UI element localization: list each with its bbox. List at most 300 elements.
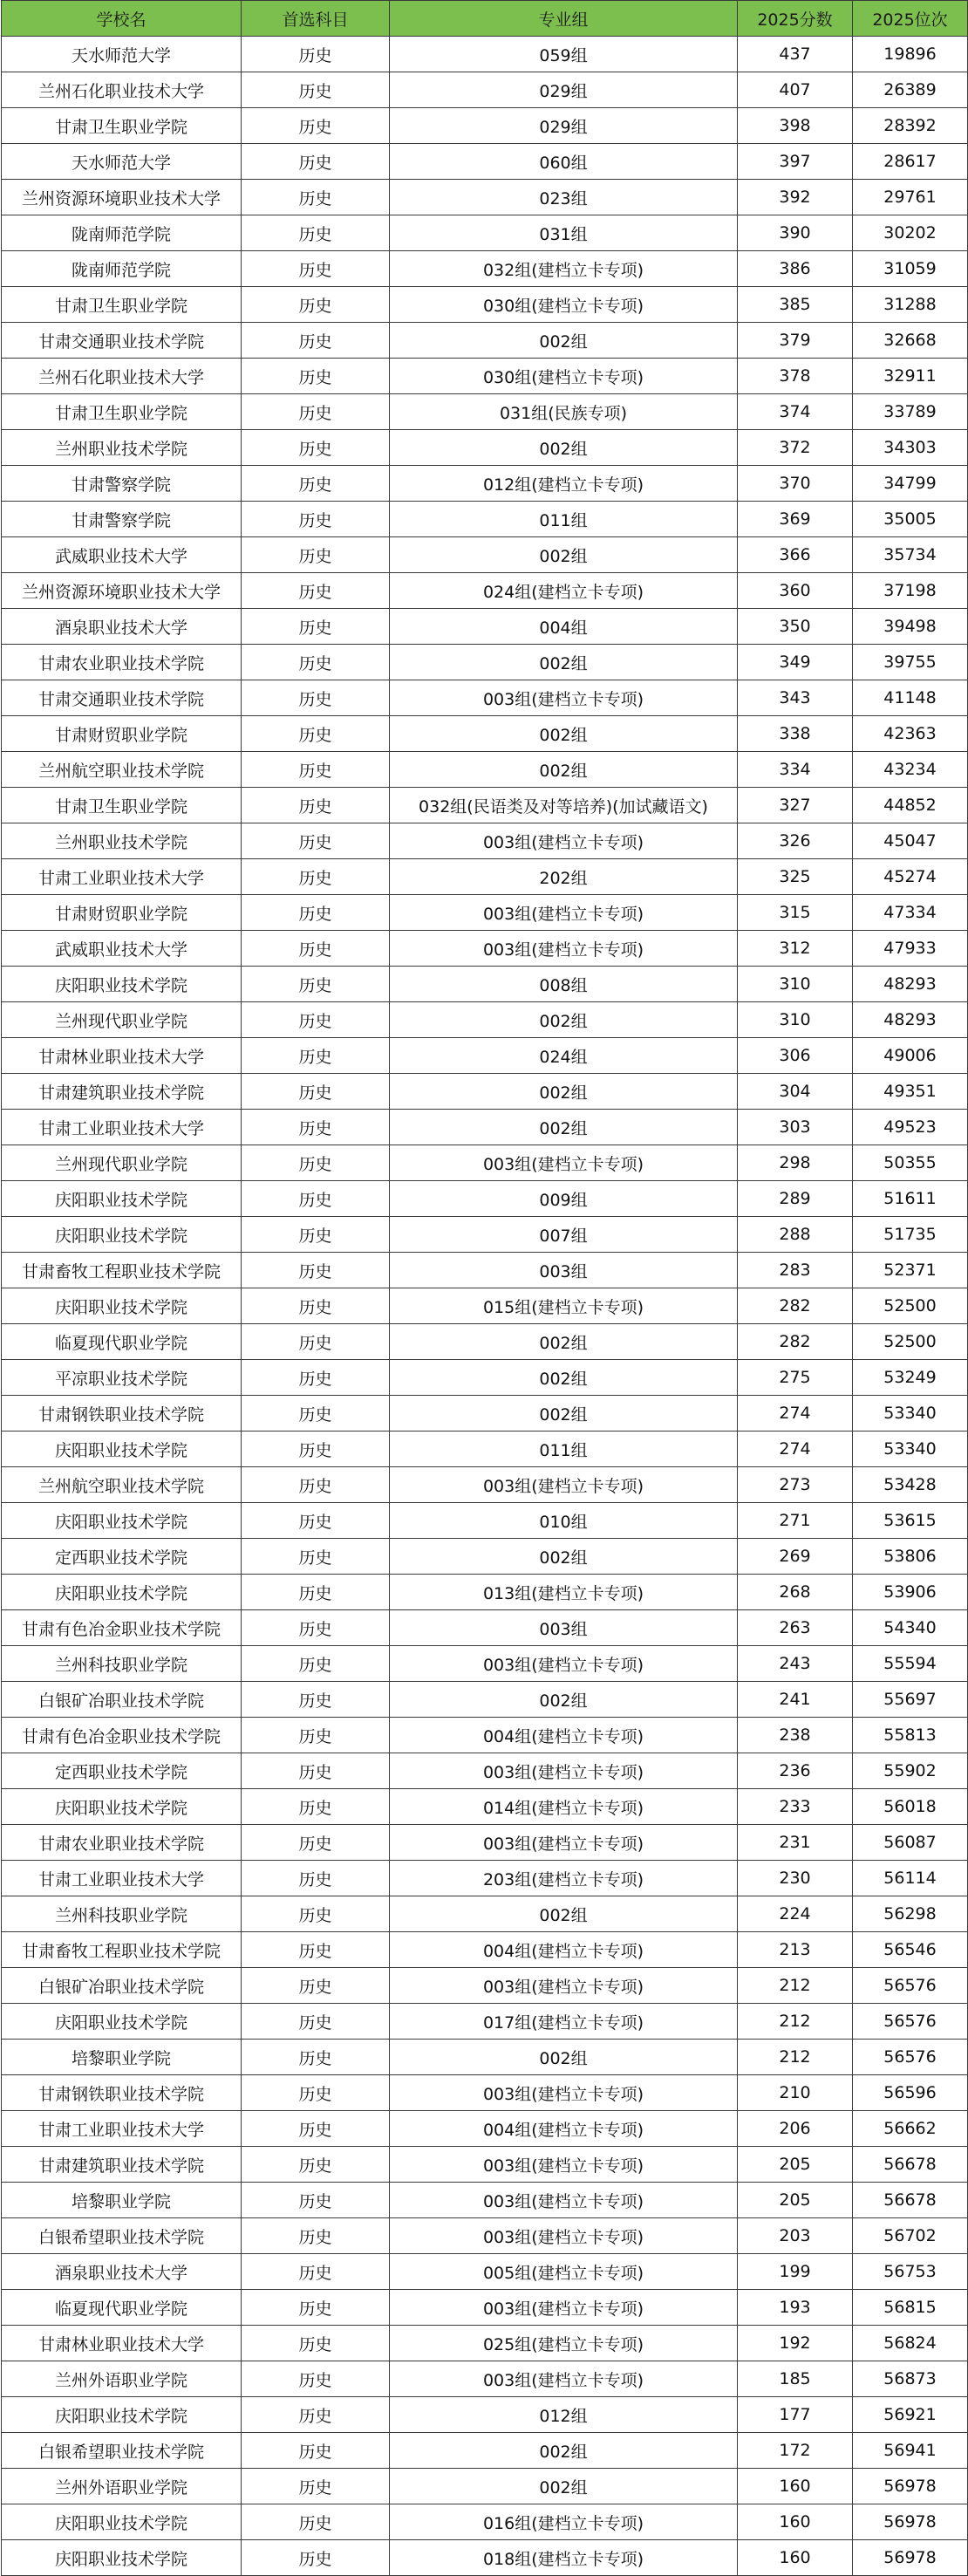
major-group-cell: 016组(建档立卡专项) <box>390 2504 738 2540</box>
subject-cell: 历史 <box>242 2504 390 2540</box>
subject-cell: 历史 <box>242 1682 390 1718</box>
score-cell: 310 <box>738 1002 853 1038</box>
subject-cell: 历史 <box>242 1145 390 1181</box>
subject-cell: 历史 <box>242 466 390 502</box>
subject-cell: 历史 <box>242 1932 390 1968</box>
table-row <box>2 1431 968 1467</box>
major-group-cell: 002组 <box>390 2040 738 2075</box>
major-group-cell: 018组(建档立卡专项) <box>390 2540 738 2576</box>
table-row <box>2 2111 968 2147</box>
rank-cell: 53249 <box>853 1360 968 1396</box>
school-cell: 甘肃财贸职业学院 <box>2 895 242 931</box>
table-row <box>2 895 968 931</box>
score-cell: 273 <box>738 1467 853 1503</box>
score-cell: 224 <box>738 1896 853 1932</box>
score-cell: 282 <box>738 1288 853 1324</box>
rank-cell: 55813 <box>853 1718 968 1753</box>
table-row <box>2 609 968 645</box>
table-row <box>2 1539 968 1575</box>
table-row <box>2 2504 968 2540</box>
table-row <box>2 1038 968 1074</box>
subject-cell: 历史 <box>242 931 390 967</box>
rank-cell: 56576 <box>853 1968 968 2004</box>
score-cell: 241 <box>738 1682 853 1718</box>
score-cell: 398 <box>738 108 853 144</box>
subject-cell: 历史 <box>242 1181 390 1217</box>
subject-cell: 历史 <box>242 2183 390 2218</box>
score-cell: 160 <box>738 2504 853 2540</box>
table-row <box>2 537 968 573</box>
score-cell: 271 <box>738 1503 853 1539</box>
school-cell: 甘肃农业职业技术学院 <box>2 645 242 680</box>
school-cell: 庆阳职业技术学院 <box>2 2504 242 2540</box>
table-row <box>2 716 968 752</box>
school-cell: 培黎职业学院 <box>2 2183 242 2218</box>
score-cell: 185 <box>738 2361 853 2397</box>
major-group-cell: 024组(建档立卡专项) <box>390 573 738 609</box>
score-cell: 386 <box>738 251 853 287</box>
major-group-cell: 002组 <box>390 430 738 466</box>
score-cell: 268 <box>738 1575 853 1610</box>
table-row <box>2 1789 968 1825</box>
major-group-cell: 004组(建档立卡专项) <box>390 1718 738 1753</box>
subject-cell: 历史 <box>242 1431 390 1467</box>
rank-cell: 26389 <box>853 72 968 108</box>
score-cell: 334 <box>738 752 853 788</box>
rank-cell: 53906 <box>853 1575 968 1610</box>
subject-cell: 历史 <box>242 1074 390 1110</box>
major-group-cell: 009组 <box>390 1181 738 1217</box>
table-row <box>2 2218 968 2254</box>
school-cell: 甘肃农业职业技术学院 <box>2 1825 242 1861</box>
rank-cell: 28617 <box>853 144 968 180</box>
score-cell: 349 <box>738 645 853 680</box>
subject-cell: 历史 <box>242 1503 390 1539</box>
rank-cell: 34303 <box>853 430 968 466</box>
rank-cell: 39498 <box>853 609 968 645</box>
school-cell: 庆阳职业技术学院 <box>2 2397 242 2433</box>
score-cell: 370 <box>738 466 853 502</box>
score-cell: 192 <box>738 2326 853 2361</box>
major-group-cell: 002组 <box>390 2469 738 2504</box>
score-cell: 310 <box>738 967 853 1002</box>
score-cell: 326 <box>738 823 853 859</box>
school-cell: 白银希望职业技术学院 <box>2 2218 242 2254</box>
rank-cell: 41148 <box>853 680 968 716</box>
rank-cell: 32668 <box>853 323 968 359</box>
major-group-cell: 003组(建档立卡专项) <box>390 1467 738 1503</box>
school-cell: 临夏现代职业学院 <box>2 2290 242 2326</box>
school-cell: 兰州石化职业技术大学 <box>2 359 242 394</box>
school-cell: 兰州职业技术学院 <box>2 430 242 466</box>
major-group-cell: 003组(建档立卡专项) <box>390 823 738 859</box>
rank-cell: 45274 <box>853 859 968 895</box>
major-group-cell: 002组 <box>390 1539 738 1575</box>
table-row <box>2 251 968 287</box>
rank-cell: 56873 <box>853 2361 968 2397</box>
score-cell: 212 <box>738 1968 853 2004</box>
subject-cell: 历史 <box>242 859 390 895</box>
rank-cell: 49006 <box>853 1038 968 1074</box>
score-cell: 274 <box>738 1431 853 1467</box>
school-cell: 定西职业技术学院 <box>2 1753 242 1789</box>
major-group-cell: 005组(建档立卡专项) <box>390 2254 738 2290</box>
school-cell: 甘肃畜牧工程职业技术学院 <box>2 1253 242 1288</box>
rank-cell: 55594 <box>853 1646 968 1682</box>
school-cell: 陇南师范学院 <box>2 251 242 287</box>
school-cell: 甘肃卫生职业学院 <box>2 394 242 430</box>
school-cell: 兰州石化职业技术大学 <box>2 72 242 108</box>
table-row <box>2 1360 968 1396</box>
subject-cell: 历史 <box>242 1896 390 1932</box>
major-group-cell: 002组 <box>390 537 738 573</box>
subject-cell: 历史 <box>242 1038 390 1074</box>
subject-cell: 历史 <box>242 1002 390 1038</box>
table-row <box>2 967 968 1002</box>
score-cell: 360 <box>738 573 853 609</box>
table-row <box>2 645 968 680</box>
score-cell: 193 <box>738 2290 853 2326</box>
major-group-cell: 002组 <box>390 2433 738 2469</box>
major-group-cell: 032组(建档立卡专项) <box>390 251 738 287</box>
rank-cell: 42363 <box>853 716 968 752</box>
rank-cell: 44852 <box>853 788 968 823</box>
subject-cell: 历史 <box>242 2111 390 2147</box>
rank-cell: 56978 <box>853 2469 968 2504</box>
table-row <box>2 2540 968 2576</box>
table-header <box>2 1 968 37</box>
school-cell: 甘肃警察学院 <box>2 466 242 502</box>
school-cell: 甘肃有色冶金职业技术学院 <box>2 1610 242 1646</box>
rank-cell: 56753 <box>853 2254 968 2290</box>
rank-cell: 56546 <box>853 1932 968 1968</box>
header-school: 学校名 <box>2 1 242 37</box>
subject-cell: 历史 <box>242 1718 390 1753</box>
table-row <box>2 859 968 895</box>
rank-cell: 53340 <box>853 1396 968 1431</box>
major-group-cell: 003组(建档立卡专项) <box>390 2218 738 2254</box>
score-cell: 374 <box>738 394 853 430</box>
subject-cell: 历史 <box>242 1539 390 1575</box>
major-group-cell: 008组 <box>390 967 738 1002</box>
school-cell: 陇南师范学院 <box>2 215 242 251</box>
school-cell: 天水师范大学 <box>2 37 242 72</box>
table-row <box>2 430 968 466</box>
subject-cell: 历史 <box>242 323 390 359</box>
subject-cell: 历史 <box>242 394 390 430</box>
score-cell: 269 <box>738 1539 853 1575</box>
rank-cell: 39755 <box>853 645 968 680</box>
major-group-cell: 024组 <box>390 1038 738 1074</box>
major-group-cell: 002组 <box>390 1896 738 1932</box>
score-cell: 160 <box>738 2540 853 2576</box>
school-cell: 甘肃林业职业技术大学 <box>2 1038 242 1074</box>
table-row <box>2 931 968 967</box>
table-row <box>2 2361 968 2397</box>
rank-cell: 53806 <box>853 1539 968 1575</box>
major-group-cell: 003组(建档立卡专项) <box>390 1646 738 1682</box>
table-row <box>2 1932 968 1968</box>
rank-cell: 43234 <box>853 752 968 788</box>
rank-cell: 56596 <box>853 2075 968 2111</box>
score-cell: 338 <box>738 716 853 752</box>
school-cell: 甘肃钢铁职业技术学院 <box>2 2075 242 2111</box>
school-cell: 白银矿冶职业技术学院 <box>2 1968 242 2004</box>
school-cell: 白银希望职业技术学院 <box>2 2433 242 2469</box>
score-cell: 199 <box>738 2254 853 2290</box>
score-cell: 385 <box>738 287 853 323</box>
table-row <box>2 180 968 215</box>
score-cell: 303 <box>738 1110 853 1145</box>
major-group-cell: 203组(建档立卡专项) <box>390 1861 738 1896</box>
score-cell: 212 <box>738 2040 853 2075</box>
school-cell: 甘肃有色冶金职业技术学院 <box>2 1718 242 1753</box>
score-cell: 275 <box>738 1360 853 1396</box>
table-row <box>2 394 968 430</box>
school-cell: 酒泉职业技术大学 <box>2 2254 242 2290</box>
rank-cell: 31059 <box>853 251 968 287</box>
rank-cell: 53340 <box>853 1431 968 1467</box>
table-row <box>2 2183 968 2218</box>
major-group-cell: 003组(建档立卡专项) <box>390 1968 738 2004</box>
school-cell: 兰州现代职业学院 <box>2 1145 242 1181</box>
subject-cell: 历史 <box>242 359 390 394</box>
subject-cell: 历史 <box>242 2040 390 2075</box>
header-score: 2025分数 <box>738 1 853 37</box>
rank-cell: 19896 <box>853 37 968 72</box>
school-cell: 兰州外语职业学院 <box>2 2469 242 2504</box>
rank-cell: 35005 <box>853 502 968 537</box>
rank-cell: 56978 <box>853 2540 968 2576</box>
school-cell: 兰州现代职业学院 <box>2 1002 242 1038</box>
table-row <box>2 1646 968 1682</box>
rank-cell: 56298 <box>853 1896 968 1932</box>
score-cell: 325 <box>738 859 853 895</box>
rank-cell: 51611 <box>853 1181 968 1217</box>
table-row <box>2 2433 968 2469</box>
school-cell: 甘肃建筑职业技术学院 <box>2 1074 242 1110</box>
table-row <box>2 1718 968 1753</box>
subject-cell: 历史 <box>242 2254 390 2290</box>
table-row <box>2 1253 968 1288</box>
table-row <box>2 108 968 144</box>
rank-cell: 55902 <box>853 1753 968 1789</box>
major-group-cell: 003组(建档立卡专项) <box>390 1825 738 1861</box>
major-group-cell: 003组(建档立卡专项) <box>390 2183 738 2218</box>
table-row <box>2 1396 968 1431</box>
school-cell: 甘肃卫生职业学院 <box>2 108 242 144</box>
table-row <box>2 1503 968 1539</box>
major-group-cell: 011组 <box>390 1431 738 1467</box>
score-cell: 238 <box>738 1718 853 1753</box>
subject-cell: 历史 <box>242 609 390 645</box>
score-cell: 283 <box>738 1253 853 1288</box>
subject-cell: 历史 <box>242 180 390 215</box>
major-group-cell: 015组(建档立卡专项) <box>390 1288 738 1324</box>
score-cell: 212 <box>738 2004 853 2040</box>
major-group-cell: 004组(建档立卡专项) <box>390 1932 738 1968</box>
rank-cell: 56824 <box>853 2326 968 2361</box>
table-row <box>2 1467 968 1503</box>
rank-cell: 56941 <box>853 2433 968 2469</box>
table-row <box>2 2469 968 2504</box>
subject-cell: 历史 <box>242 430 390 466</box>
major-group-cell: 017组(建档立卡专项) <box>390 2004 738 2040</box>
major-group-cell: 059组 <box>390 37 738 72</box>
major-group-cell: 003组(建档立卡专项) <box>390 895 738 931</box>
subject-cell: 历史 <box>242 1324 390 1360</box>
score-cell: 274 <box>738 1396 853 1431</box>
table-row <box>2 502 968 537</box>
rank-cell: 28392 <box>853 108 968 144</box>
rank-cell: 55697 <box>853 1682 968 1718</box>
major-group-cell: 003组 <box>390 1253 738 1288</box>
school-cell: 甘肃钢铁职业技术学院 <box>2 1396 242 1431</box>
major-group-cell: 004组(建档立卡专项) <box>390 2111 738 2147</box>
table-row <box>2 1002 968 1038</box>
rank-cell: 56018 <box>853 1789 968 1825</box>
score-cell: 397 <box>738 144 853 180</box>
score-cell: 213 <box>738 1932 853 1968</box>
subject-cell: 历史 <box>242 2004 390 2040</box>
rank-cell: 48293 <box>853 967 968 1002</box>
subject-cell: 历史 <box>242 2218 390 2254</box>
header-subject: 首选科目 <box>242 1 390 37</box>
major-group-cell: 003组(建档立卡专项) <box>390 2361 738 2397</box>
rank-cell: 33789 <box>853 394 968 430</box>
subject-cell: 历史 <box>242 2290 390 2326</box>
score-cell: 205 <box>738 2183 853 2218</box>
rank-cell: 56087 <box>853 1825 968 1861</box>
table-row <box>2 680 968 716</box>
header-rank: 2025位次 <box>853 1 968 37</box>
major-group-cell: 002组 <box>390 716 738 752</box>
school-cell: 甘肃工业职业技术大学 <box>2 859 242 895</box>
rank-cell: 56678 <box>853 2147 968 2183</box>
major-group-cell: 002组 <box>390 1682 738 1718</box>
school-cell: 白银矿冶职业技术学院 <box>2 1682 242 1718</box>
rank-cell: 54340 <box>853 1610 968 1646</box>
admission-score-table <box>1 0 968 2576</box>
school-cell: 庆阳职业技术学院 <box>2 1431 242 1467</box>
header-row <box>2 1 968 37</box>
major-group-cell: 002组 <box>390 645 738 680</box>
rank-cell: 56978 <box>853 2504 968 2540</box>
table-row <box>2 2040 968 2075</box>
subject-cell: 历史 <box>242 215 390 251</box>
major-group-cell: 012组 <box>390 2397 738 2433</box>
school-cell: 兰州外语职业学院 <box>2 2361 242 2397</box>
score-cell: 210 <box>738 2075 853 2111</box>
school-cell: 兰州资源环境职业技术大学 <box>2 180 242 215</box>
score-cell: 230 <box>738 1861 853 1896</box>
subject-cell: 历史 <box>242 1396 390 1431</box>
table-row <box>2 1324 968 1360</box>
table-row <box>2 788 968 823</box>
subject-cell: 历史 <box>242 716 390 752</box>
school-cell: 庆阳职业技术学院 <box>2 1288 242 1324</box>
score-cell: 312 <box>738 931 853 967</box>
school-cell: 兰州职业技术学院 <box>2 823 242 859</box>
subject-cell: 历史 <box>242 1575 390 1610</box>
school-cell: 兰州航空职业技术学院 <box>2 1467 242 1503</box>
major-group-cell: 002组 <box>390 1074 738 1110</box>
rank-cell: 50355 <box>853 1145 968 1181</box>
major-group-cell: 031组(民族专项) <box>390 394 738 430</box>
subject-cell: 历史 <box>242 2147 390 2183</box>
table-row <box>2 1181 968 1217</box>
school-cell: 庆阳职业技术学院 <box>2 2004 242 2040</box>
table-row <box>2 2397 968 2433</box>
school-cell: 甘肃工业职业技术大学 <box>2 2111 242 2147</box>
score-cell: 236 <box>738 1753 853 1789</box>
score-cell: 350 <box>738 609 853 645</box>
score-cell: 289 <box>738 1181 853 1217</box>
school-cell: 定西职业技术学院 <box>2 1539 242 1575</box>
school-cell: 甘肃建筑职业技术学院 <box>2 2147 242 2183</box>
subject-cell: 历史 <box>242 502 390 537</box>
score-cell: 233 <box>738 1789 853 1825</box>
rank-cell: 37198 <box>853 573 968 609</box>
school-cell: 庆阳职业技术学院 <box>2 1789 242 1825</box>
subject-cell: 历史 <box>242 680 390 716</box>
table-row <box>2 823 968 859</box>
table-row <box>2 144 968 180</box>
score-cell: 437 <box>738 37 853 72</box>
subject-cell: 历史 <box>242 2075 390 2111</box>
school-cell: 甘肃工业职业技术大学 <box>2 1110 242 1145</box>
major-group-cell: 007组 <box>390 1217 738 1253</box>
score-cell: 243 <box>738 1646 853 1682</box>
table-row <box>2 72 968 108</box>
score-cell: 203 <box>738 2218 853 2254</box>
subject-cell: 历史 <box>242 1110 390 1145</box>
subject-cell: 历史 <box>242 108 390 144</box>
subject-cell: 历史 <box>242 2540 390 2576</box>
score-cell: 366 <box>738 537 853 573</box>
table-row <box>2 359 968 394</box>
school-cell: 甘肃工业职业技术大学 <box>2 1861 242 1896</box>
table-row <box>2 466 968 502</box>
school-cell: 临夏现代职业学院 <box>2 1324 242 1360</box>
major-group-cell: 002组 <box>390 1110 738 1145</box>
rank-cell: 56114 <box>853 1861 968 1896</box>
school-cell: 甘肃财贸职业学院 <box>2 716 242 752</box>
score-cell: 205 <box>738 2147 853 2183</box>
major-group-cell: 029组 <box>390 108 738 144</box>
major-group-cell: 013组(建档立卡专项) <box>390 1575 738 1610</box>
major-group-cell: 060组 <box>390 144 738 180</box>
subject-cell: 历史 <box>242 2397 390 2433</box>
subject-cell: 历史 <box>242 752 390 788</box>
score-cell: 343 <box>738 680 853 716</box>
subject-cell: 历史 <box>242 1646 390 1682</box>
subject-cell: 历史 <box>242 1825 390 1861</box>
subject-cell: 历史 <box>242 37 390 72</box>
score-cell: 177 <box>738 2397 853 2433</box>
table-row <box>2 1217 968 1253</box>
score-cell: 315 <box>738 895 853 931</box>
major-group-cell: 003组(建档立卡专项) <box>390 680 738 716</box>
subject-cell: 历史 <box>242 144 390 180</box>
rank-cell: 31288 <box>853 287 968 323</box>
rank-cell: 48293 <box>853 1002 968 1038</box>
table-row <box>2 573 968 609</box>
major-group-cell: 003组(建档立卡专项) <box>390 2290 738 2326</box>
score-cell: 282 <box>738 1324 853 1360</box>
major-group-cell: 031组 <box>390 215 738 251</box>
score-cell: 288 <box>738 1217 853 1253</box>
